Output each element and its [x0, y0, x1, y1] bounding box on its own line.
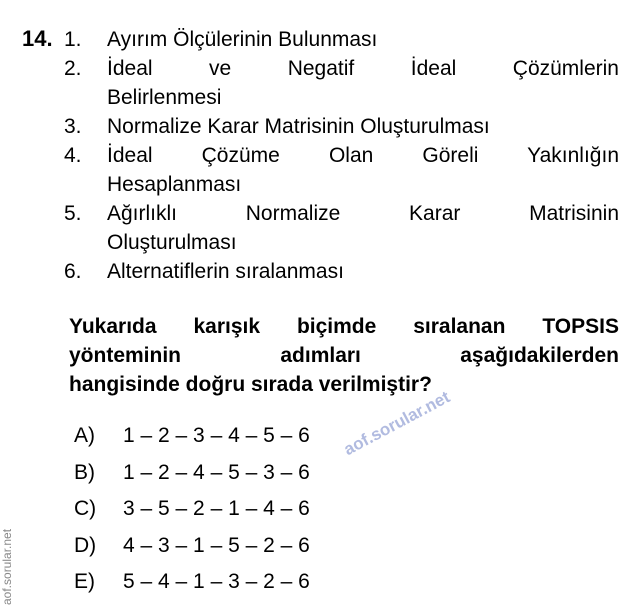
step-text [107, 54, 619, 112]
step-item-1 [64, 25, 619, 54]
option-text: 3 – 5 – 2 – 1 – 4 – 6 [123, 497, 310, 521]
option-text: 4 – 3 – 1 – 5 – 2 – 6 [123, 533, 310, 557]
step-number: 1. [64, 28, 82, 51]
option-text: 1 – 2 – 4 – 5 – 3 – 6 [123, 460, 310, 484]
answer-options [74, 421, 310, 604]
question-number: 14. [22, 26, 53, 51]
option-a[interactable] [74, 421, 310, 458]
step-text [107, 199, 619, 257]
step-text: Normalize Karar Matrisinin Oluşturulması [107, 115, 490, 138]
option-text: 1 – 2 – 3 – 4 – 5 – 6 [123, 424, 310, 447]
step-item-6 [64, 257, 619, 286]
option-label: C) [74, 497, 97, 521]
stem-line: yönteminin adımları aşağıdakilerden [69, 344, 619, 367]
option-b[interactable] [74, 458, 310, 495]
option-e[interactable] [74, 567, 310, 604]
step-number: 2. [64, 57, 82, 80]
option-label: A) [74, 424, 95, 447]
option-c[interactable] [74, 494, 310, 531]
option-label: D) [74, 533, 97, 557]
step-item-4 [64, 141, 619, 199]
question-stem [69, 312, 619, 399]
step-text [107, 141, 619, 199]
step-text-line: Ağırlıklı Normalize Karar Matrisinin [107, 202, 619, 225]
option-label: B) [74, 460, 95, 484]
step-text-line: Hesaplanması [107, 173, 242, 196]
stem-line: hangisinde doğru sırada verilmiştir? [69, 373, 432, 396]
step-number: 6. [64, 260, 82, 283]
stem-line: Yukarıda karışık biçimde sıralanan TOPSIS [69, 315, 619, 338]
watermark: aof.sorular.net [340, 387, 453, 460]
option-text: 5 – 4 – 1 – 3 – 2 – 6 [123, 570, 310, 594]
option-label: E) [74, 570, 95, 594]
steps-list [64, 25, 619, 286]
side-watermark: aof.sorular.net [0, 528, 14, 605]
step-text: Alternatiflerin sıralanması [107, 260, 344, 283]
step-item-2 [64, 54, 619, 112]
step-text-line: İdeal Çözüme Olan Göreli Yakınlığın [107, 144, 619, 167]
step-number: 5. [64, 202, 82, 225]
step-text-line: Belirlenmesi [107, 86, 222, 109]
step-text-line: Oluşturulması [107, 231, 237, 254]
option-d[interactable] [74, 531, 310, 568]
step-item-5 [64, 199, 619, 257]
step-text-line: İdeal ve Negatif İdeal Çözümlerin [107, 57, 619, 80]
step-number: 3. [64, 115, 82, 138]
step-number: 4. [64, 144, 82, 167]
step-text: Ayırım Ölçülerinin Bulunması [107, 28, 378, 51]
step-item-3 [64, 112, 619, 141]
